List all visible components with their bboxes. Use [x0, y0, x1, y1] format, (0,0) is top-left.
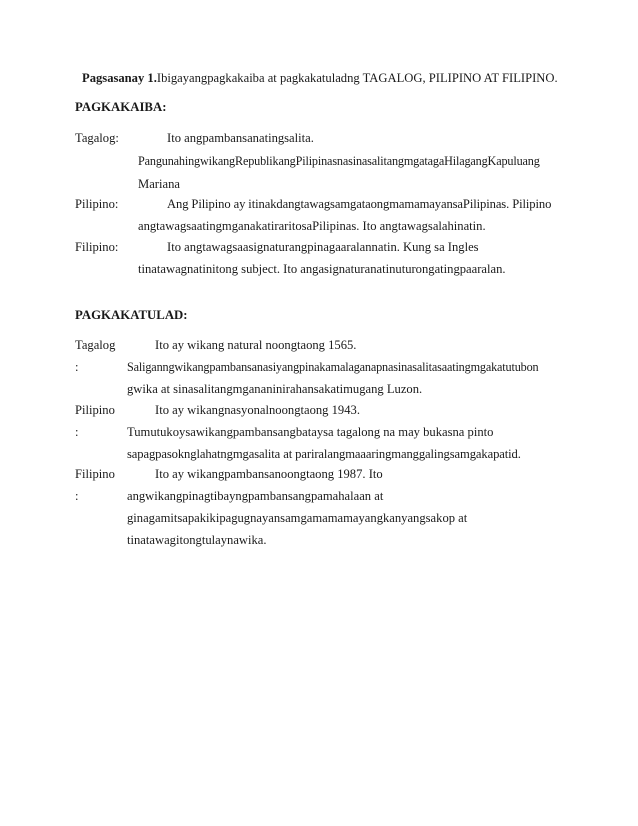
pagkakaiba-tagalog-line-2: PangunahingwikangRepublikangPilipinasnasinasalitangmgatagaHilagangKapuluang — [138, 154, 540, 168]
pagkakatulad-tagalog-colon: : — [75, 360, 79, 374]
pagkakatulad-filipino-colon: : — [75, 489, 79, 503]
pagkakaiba-tagalog-label: Tagalog: — [75, 131, 119, 145]
pagkakatulad-tagalog-first: Ito ay wikang natural noongtaong 1565. — [155, 338, 357, 352]
pagkakatulad-tagalog-line-1: Saliganngwikangpambansanasiyangpinakamalaganapnasinasalitasaatingmgakatutubon — [127, 360, 539, 374]
exercise-title-label: Pagsasanay 1. — [82, 71, 157, 85]
pagkakaiba-filipino-line-1: Ito angtawagsaasignaturangpinagaaralannatin. Kung sa Ingles — [167, 240, 479, 254]
pagkakaiba-pilipino-label: Pilipino: — [75, 197, 119, 211]
pagkakaiba-pilipino-line-1: Ang Pilipino ay itinakdangtawagsamgataongmamamayansaPilipinas. Pilipino — [167, 197, 552, 211]
pagkakaiba-tagalog-line-1: Ito angpambansanatingsalita. — [167, 131, 314, 145]
pagkakatulad-filipino-label: Filipino — [75, 467, 115, 481]
pagkakatulad-heading: PAGKAKATULAD: — [75, 308, 188, 322]
pagkakaiba-tagalog-line-3: Mariana — [138, 177, 180, 191]
pagkakatulad-filipino-line-1: angwikangpinagtibayngpambansangpamahalaan at — [127, 489, 384, 503]
pagkakaiba-heading: PAGKAKAIBA: — [75, 100, 167, 114]
exercise-title — [82, 70, 558, 86]
pagkakatulad-tagalog-line-2: gwika at sinasalitangmgananinirahansakatimugang Luzon. — [127, 382, 423, 396]
pagkakatulad-filipino-line-2: ginagamitsapakikipagugnayansamgamamamayangkanyangsakop at — [127, 511, 468, 525]
pagkakaiba-filipino-label: Filipino: — [75, 240, 119, 254]
pagkakatulad-tagalog-label: Tagalog — [75, 338, 116, 352]
pagkakatulad-filipino-first: Ito ay wikangpambansanoongtaong 1987. Ito — [155, 467, 383, 481]
pagkakatulad-pilipino-first: Ito ay wikangnasyonalnoongtaong 1943. — [155, 403, 360, 417]
pagkakaiba-pilipino-line-2: angtawagsaatingmganakatiraritosaPilipinas. Ito angtawagsalahinatin. — [138, 219, 486, 233]
pagkakatulad-pilipino-label: Pilipino — [75, 403, 115, 417]
pagkakatulad-pilipino-line-1: Tumutukoysawikangpambansangbataysa tagalong na may bukasna pinto — [127, 425, 494, 439]
pagkakatulad-pilipino-line-2: sapagpasoknglahatngmgasalita at pariralangmaaaringmanggalingsamgakapatid. — [127, 447, 521, 461]
pagkakatulad-pilipino-colon: : — [75, 425, 79, 439]
exercise-title-text: Ibigayangpagkakaiba at pagkakatuladng TAGALOG, PILIPINO AT FILIPINO. — [156, 71, 558, 85]
pagkakatulad-filipino-line-3: tinatawagitongtulaynawika. — [127, 533, 267, 547]
pagkakaiba-filipino-line-2: tinatawagnatinitong subject. Ito angasignaturanatinuturongatingpaaralan. — [138, 262, 506, 276]
